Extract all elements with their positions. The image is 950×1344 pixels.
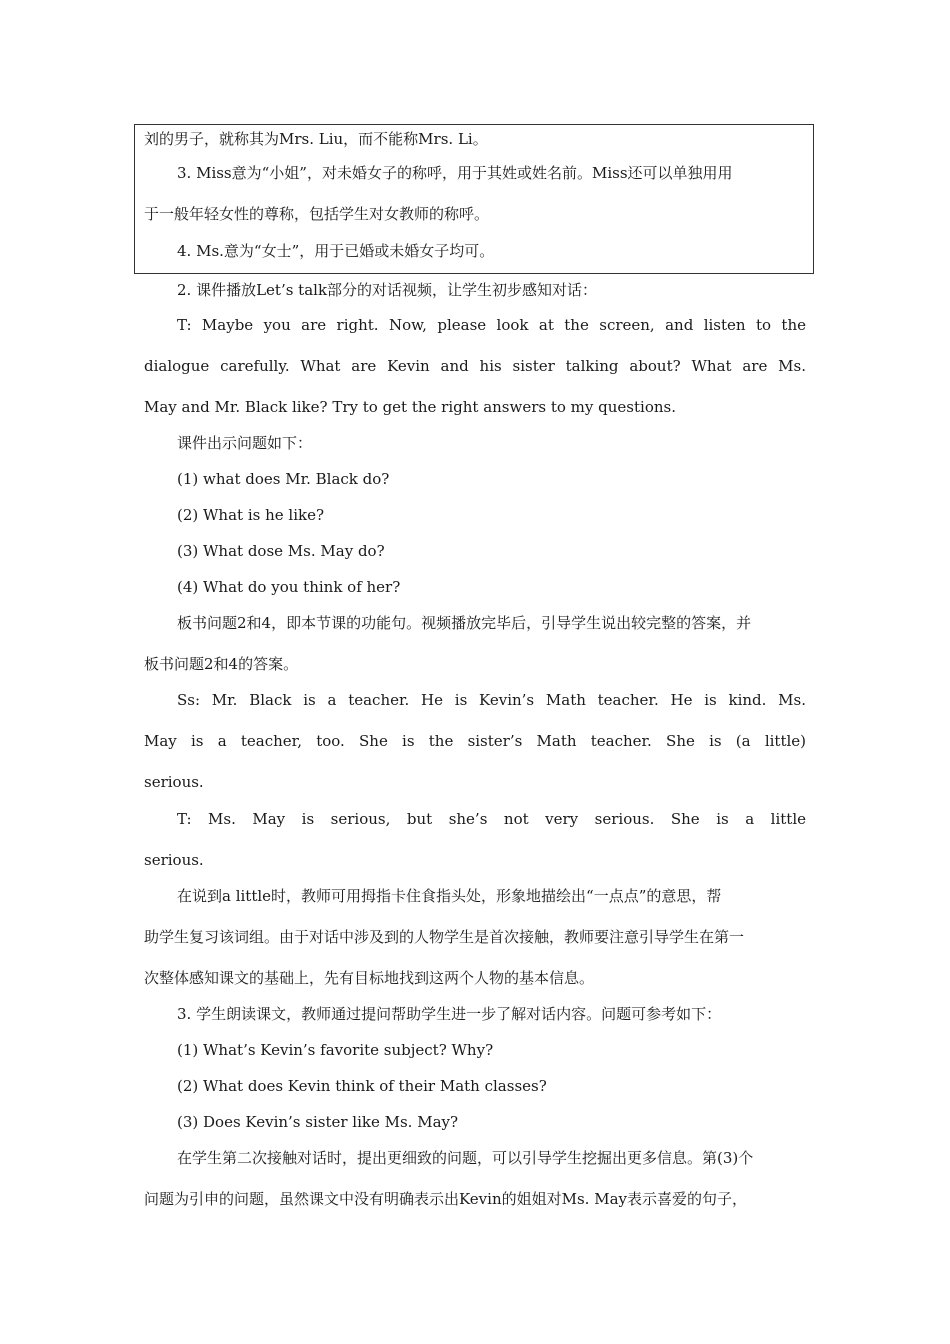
paragraph-line: 在说到a little时，教师可用拇指卡住食指头处，形象地描绘出“一点点”的意思，帮 xyxy=(177,887,722,905)
paragraph-line: 次整体感知课文的基础上，先有目标地找到这两个人物的基本信息。 xyxy=(144,969,595,987)
question-item: (3) Does Kevin’s sister like Ms. May? xyxy=(177,1113,459,1131)
paragraph-line: T: Maybe you are right. Now, please look at the screen, and listen to the xyxy=(177,316,806,334)
note-line: 3. Miss意为“小姐”，对未婚女子的称呼，用于其姓或姓名前。Miss还可以单独用用 xyxy=(177,164,733,182)
paragraph-line: Ss: Mr. Black is a teacher. He is Kevin’s Math teacher. He is kind. Ms. xyxy=(177,691,806,709)
note-line: 4. Ms.意为“女士”，用于已婚或未婚女子均可。 xyxy=(177,242,495,260)
paragraph-line: serious. xyxy=(144,851,204,869)
question-item: (1) what does Mr. Black do? xyxy=(177,470,390,488)
question-item: (3) What dose Ms. May do? xyxy=(177,542,385,560)
paragraph-line: T: Ms. May is serious, but she’s not very serious. She is a little xyxy=(177,810,806,828)
paragraph-line: 2. 课件播放Let’s talk部分的对话视频，让学生初步感知对话： xyxy=(177,281,598,299)
paragraph-line: 3. 学生朗读课文，教师通过提问帮助学生进一步了解对话内容。问题可参考如下： xyxy=(177,1005,722,1023)
question-item: (2) What does Kevin think of their Math classes? xyxy=(177,1077,547,1095)
paragraph-line: 助学生复习该词组。由于对话中涉及到的人物学生是首次接触，教师要注意引导学生在第一 xyxy=(144,928,745,946)
paragraph-line: 课件出示问题如下： xyxy=(177,434,313,452)
paragraph-line: 板书问题2和4，即本节课的功能句。视频播放完毕后，引导学生说出较完整的答案，并 xyxy=(177,614,752,632)
paragraph-line: serious. xyxy=(144,773,204,791)
question-item: (1) What’s Kevin’s favorite subject? Why? xyxy=(177,1041,494,1059)
paragraph-line: May is a teacher, too. She is the sister’s Math teacher. She is (a little) xyxy=(144,732,806,750)
paragraph-line: May and Mr. Black like? Try to get the right answers to my questions. xyxy=(144,398,676,416)
note-line: 于一般年轻女性的尊称，包括学生对女教师的称呼。 xyxy=(144,205,490,223)
paragraph-line: 在学生第二次接触对话时，提出更细致的问题，可以引导学生挖掘出更多信息。第(3)个 xyxy=(177,1149,754,1167)
paragraph-line: 板书问题2和4的答案。 xyxy=(144,655,299,673)
paragraph-line: dialogue carefully. What are Kevin and his sister talking about? What are Ms. xyxy=(144,357,806,375)
paragraph-line: 问题为引申的问题，虽然课文中没有明确表示出Kevin的姐姐对Ms. May表示喜爱的句子， xyxy=(144,1190,747,1208)
question-item: (4) What do you think of her? xyxy=(177,578,401,596)
note-line: 刘的男子，就称其为Mrs. Liu，而不能称Mrs. Li。 xyxy=(144,130,488,148)
question-item: (2) What is he like? xyxy=(177,506,325,524)
